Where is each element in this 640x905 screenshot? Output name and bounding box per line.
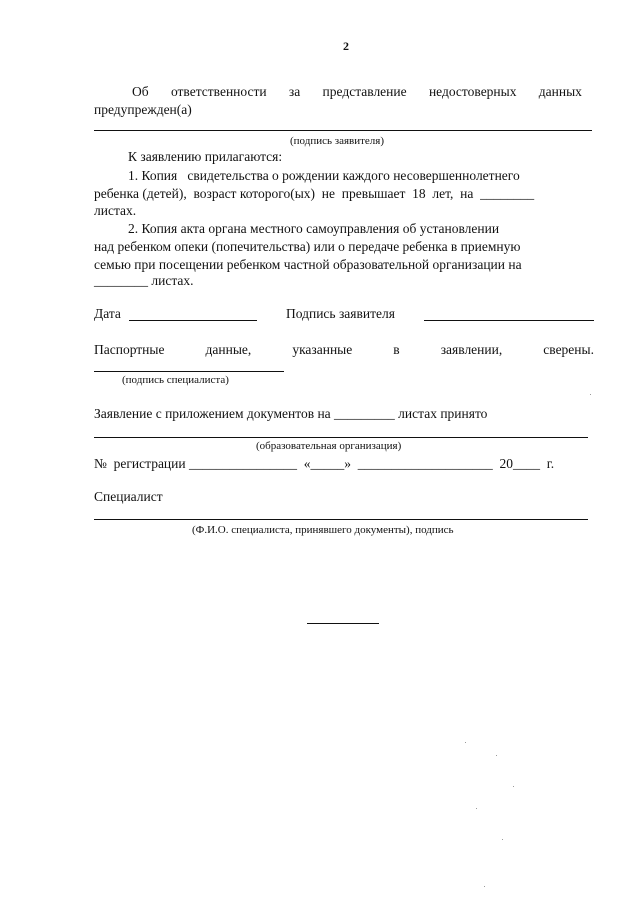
- passport-line: [94, 342, 594, 358]
- word: ответственности: [170, 84, 267, 99]
- scan-speck: [484, 886, 485, 887]
- attachment-1-line-1: 1. Копия свидетельства о рождении каждого несовершеннолетнего: [128, 168, 520, 183]
- attachment-1-line-2: ребенка (детей), возраст которого(ых) не превышает 18 лет, на ________: [94, 186, 535, 201]
- attachment-2-line-2: над ребенком опеки (попечительства) или о передаче ребенка в приемную: [94, 239, 521, 254]
- organization-line: [94, 437, 588, 438]
- specialist-name-line: [94, 519, 588, 520]
- word: данных: [538, 84, 582, 99]
- specialist-name-caption: (Ф.И.О. специалиста, принявшего документы), подпись: [192, 524, 454, 536]
- word: в: [393, 342, 400, 357]
- organization-caption: (образовательная организация): [256, 440, 402, 452]
- scan-speck: [496, 755, 497, 756]
- word: за: [288, 84, 301, 99]
- specialist-signature-caption: (подпись специалиста): [122, 374, 229, 386]
- specialist-signature-line: [94, 371, 284, 372]
- attachment-2-line-3: семью при посещении ребенком частной образовательной организации на: [94, 257, 522, 272]
- attachment-2-line-1: 2. Копия акта органа местного самоуправления об установлении: [128, 221, 500, 236]
- page-number: 2: [343, 39, 349, 53]
- applicant-signature-line: [94, 130, 592, 131]
- applicant-signature-field-line: [424, 320, 594, 321]
- applicant-signature-label: Подпись заявителя: [286, 306, 395, 321]
- applicant-signature-caption: (подпись заявителя): [290, 135, 385, 147]
- responsibility-line-2: предупрежден(а): [94, 102, 192, 117]
- registration-line: № регистрации ________________ «_____» ____________________ 20____ г.: [94, 456, 555, 471]
- scan-speck: [513, 786, 514, 787]
- specialist-label: Специалист: [94, 489, 163, 504]
- scan-speck: [590, 394, 591, 395]
- date-field-line: [129, 320, 257, 321]
- word: данные,: [205, 342, 252, 357]
- acceptance-text: Заявление с приложением документов на _________ листах принято: [94, 406, 488, 421]
- scan-speck: [465, 742, 466, 743]
- attachment-2-line-4: ________ листах.: [94, 273, 194, 288]
- word: указанные: [292, 342, 353, 357]
- word: представление: [322, 84, 407, 99]
- word: недостоверных: [428, 84, 517, 99]
- scan-speck: [502, 839, 503, 840]
- word: Об: [132, 84, 149, 99]
- end-divider: [307, 623, 379, 624]
- attachments-heading: К заявлению прилагаются:: [128, 149, 283, 164]
- attachment-1-line-3: листах.: [94, 203, 137, 218]
- word: заявлении,: [440, 342, 503, 357]
- scan-speck: [476, 808, 477, 809]
- date-label: Дата: [94, 306, 121, 321]
- responsibility-line-1: [132, 84, 582, 100]
- word: Паспортные: [94, 342, 165, 357]
- word: сверены.: [543, 342, 594, 357]
